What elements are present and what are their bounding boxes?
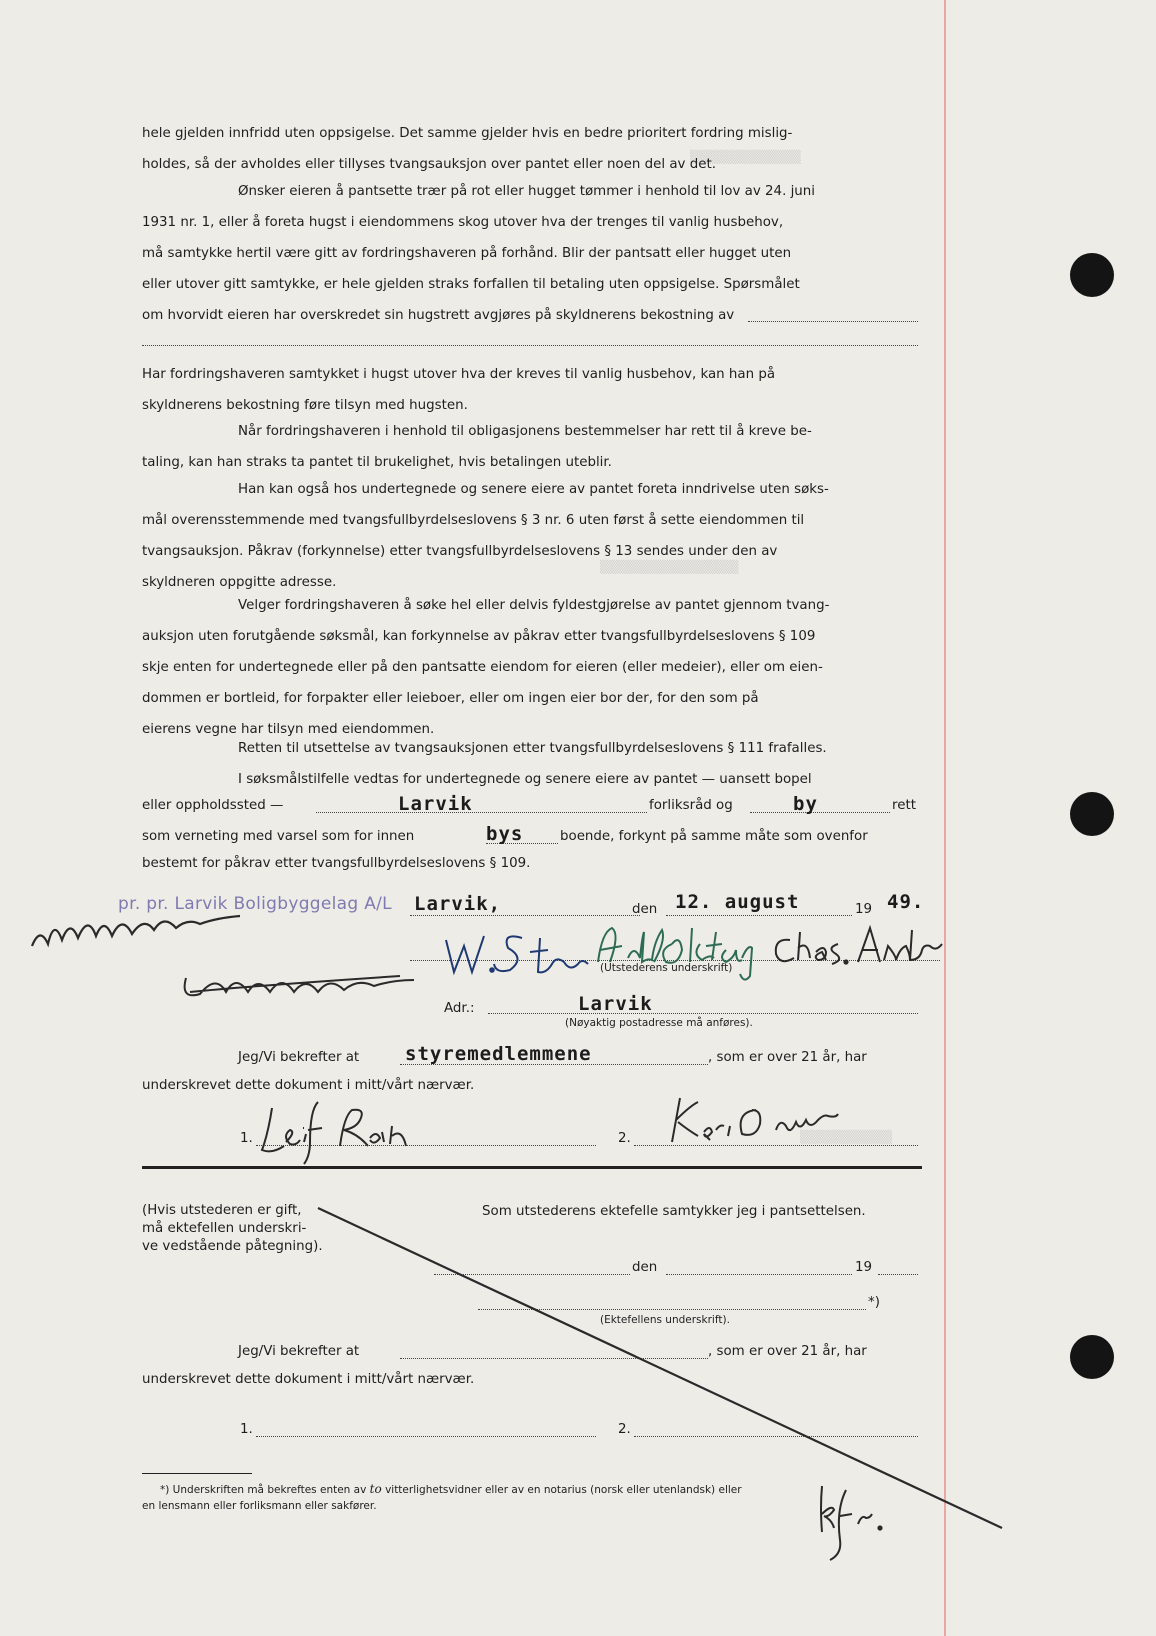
dated-year-prefix: 19	[855, 902, 873, 917]
bleed-through: ▒▒▒▒▒▒▒▒▒▒	[800, 1130, 893, 1144]
witness1-label: underskrevet dette dokument i mitt/vårt nærvær.	[142, 1078, 475, 1093]
text-line: Han kan også hos undertegnede og senere eiere av pantet foreta inndrivelse uten søks-	[238, 482, 829, 497]
text-line: Når fordringshaveren i henhold til obligasjonens bestemmelser har rett til å kreve be-	[238, 424, 812, 439]
text-line: tvangsauksjon. Påkrav (forkynnelse) etter tvangsfullbyrdelseslovens § 13 sendes under den av	[142, 544, 778, 559]
text-line: auksjon uten forutgående søksmål, kan forkynnelse av påkrav etter tvangsfullbyrdelseslovens § 109	[142, 629, 816, 644]
signature-w-staer	[446, 936, 588, 972]
witness1-label: , som er over 21 år, har	[708, 1050, 867, 1065]
strike-line	[318, 1208, 1002, 1528]
footnote-part: *) Underskriften må bekreftes enten av	[160, 1484, 367, 1496]
dated-den-label: den	[632, 902, 658, 917]
dated-place-typed: Larvik,	[414, 893, 502, 915]
adr-label: Adr.:	[444, 1001, 475, 1016]
text-line: hele gjelden innfridd uten oppsigelse. Det samme gjelder hvis en bedre prioritert fordring mislig-	[142, 126, 793, 141]
spouse-footnote-mark: *)	[868, 1295, 880, 1310]
witness2-label: , som er over 21 år, har	[708, 1344, 867, 1359]
venue-label: eller oppholdssted —	[142, 798, 284, 813]
signature-scribble	[185, 976, 414, 995]
venue-label: bestemt for påkrav etter tvangsfullbyrdelseslovens § 109.	[142, 856, 531, 871]
text-line: eierens vegne har tilsyn med eiendommen.	[142, 722, 435, 737]
footnote-text: en lensmann eller forliksmann eller sakfører.	[142, 1500, 377, 1512]
dated-day-typed: 12. august	[675, 891, 800, 913]
witness2-label: Jeg/Vi bekrefter at	[238, 1344, 360, 1359]
dated-year-typed: 49.	[887, 891, 925, 913]
spouse-den-label: den	[632, 1260, 658, 1275]
text-line: Har fordringshaveren samtykket i hugst utover hva der kreves til vanlig husbehov, kan han på	[142, 367, 776, 382]
spouse-consent: Som utstederens ektefelle samtykker jeg i pantsettelsen.	[482, 1204, 866, 1219]
venue-label: forliksråd og	[649, 798, 733, 813]
witness1-typed: styremedlemmene	[405, 1043, 592, 1065]
signature-kari	[672, 1098, 838, 1142]
bleed-through: ▒▒▒▒▒▒▒▒▒▒▒▒▒▒▒	[600, 560, 739, 574]
signature-scribble	[32, 916, 240, 946]
text-line: skyldneren oppgitte adresse.	[142, 575, 337, 590]
spouse-signature-caption: (Ektefellens underskrift).	[600, 1314, 730, 1326]
text-line: 1931 nr. 1, eller å foreta hugst i eiendommens skog utover hva der trenges til vanlig husbehov,	[142, 215, 784, 230]
spouse-note: (Hvis utstederen er gift,	[142, 1203, 302, 1218]
text-line: eller utover gitt samtykke, er hele gjelden straks forfallen til betaling uten oppsigelse. Spørsmålet	[142, 277, 800, 292]
venue-place-typed: Larvik	[398, 793, 473, 815]
witness1-label: Jeg/Vi bekrefter at	[238, 1050, 360, 1065]
text-line: Retten til utsettelse av tvangsauksjonen etter tvangsfullbyrdelseslovens § 111 frafalles.	[238, 741, 827, 756]
text-line: taling, kan han straks ta pantet til brukelighet, hvis betalingen uteblir.	[142, 455, 612, 470]
venue-label: rett	[892, 798, 916, 813]
bleed-through: ▒▒▒▒▒▒▒▒▒▒▒▒	[690, 150, 801, 164]
text-line: dommen er bortleid, for forpakter eller leieboer, eller om ingen eier bor der, for den som på	[142, 691, 759, 706]
spouse-note: må ektefellen underskri-	[142, 1221, 307, 1236]
spouse-year-prefix: 19	[855, 1260, 873, 1275]
witness2-label: underskrevet dette dokument i mitt/vårt nærvær.	[142, 1372, 475, 1387]
adr-caption: (Nøyaktig postadresse må anføres).	[565, 1017, 753, 1029]
signature-chas	[776, 928, 942, 964]
witness1-number: 2.	[618, 1131, 631, 1146]
venue-court-typed: by	[793, 793, 818, 815]
text-line: I søksmålstilfelle vedtas for undertegnede og senere eiere av pantet — uansett bopel	[238, 772, 812, 787]
text-line: Velger fordringshaveren å søke hel eller delvis fyldestgjørelse av pantet gjennom tvang-	[238, 598, 830, 613]
witness2-number: 1.	[240, 1422, 253, 1437]
footnote-handwritten: to	[369, 1482, 382, 1496]
issuer-signature-caption: (Utstederens underskrift)	[600, 962, 733, 974]
text-line: mål overensstemmende med tvangsfullbyrdelseslovens § 3 nr. 6 uten først å sette eiendommen til	[142, 513, 805, 528]
text-line: Ønsker eieren å pantsette trær på rot eller hugget tømmer i henhold til lov av 24. juni	[238, 184, 815, 199]
venue-label: som verneting med varsel som for innen	[142, 829, 415, 844]
text-line: skje enten for undertegnede eller på den pantsatte eiendom for eieren (eller medeier), eller om eien-	[142, 660, 823, 675]
adr-value-typed: Larvik	[578, 993, 653, 1015]
signature-olstad	[598, 928, 752, 980]
signature-leif	[262, 1102, 406, 1164]
text-line: skyldnerens bekostning føre tilsyn med hugsten.	[142, 398, 468, 413]
signature-initials	[821, 1486, 882, 1560]
text-line: må samtykke hertil være gitt av fordringshaveren på forhånd. Blir der pantsatt eller hugget uten	[142, 246, 792, 261]
footnote-part: vitterlighetsvidner eller av en notarius (norsk eller utenlandsk) eller	[385, 1484, 742, 1496]
text-line: holdes, så der avholdes eller tillyses tvangsauksjon over pantet eller noen del av det.	[142, 157, 716, 172]
venue-label: boende, forkynt på samme måte som ovenfor	[560, 829, 868, 844]
witness2-number: 2.	[618, 1422, 631, 1437]
witness1-number: 1.	[240, 1131, 253, 1146]
company-stamp: pr. pr. Larvik Boligbyggelag A/L	[118, 894, 392, 914]
spouse-note: ve vedstående påtegning).	[142, 1239, 323, 1254]
venue-bys-typed: bys	[486, 823, 524, 845]
text-line: om hvorvidt eieren har overskredet sin hugstrett avgjøres på skyldnerens bekostning av	[142, 308, 735, 323]
